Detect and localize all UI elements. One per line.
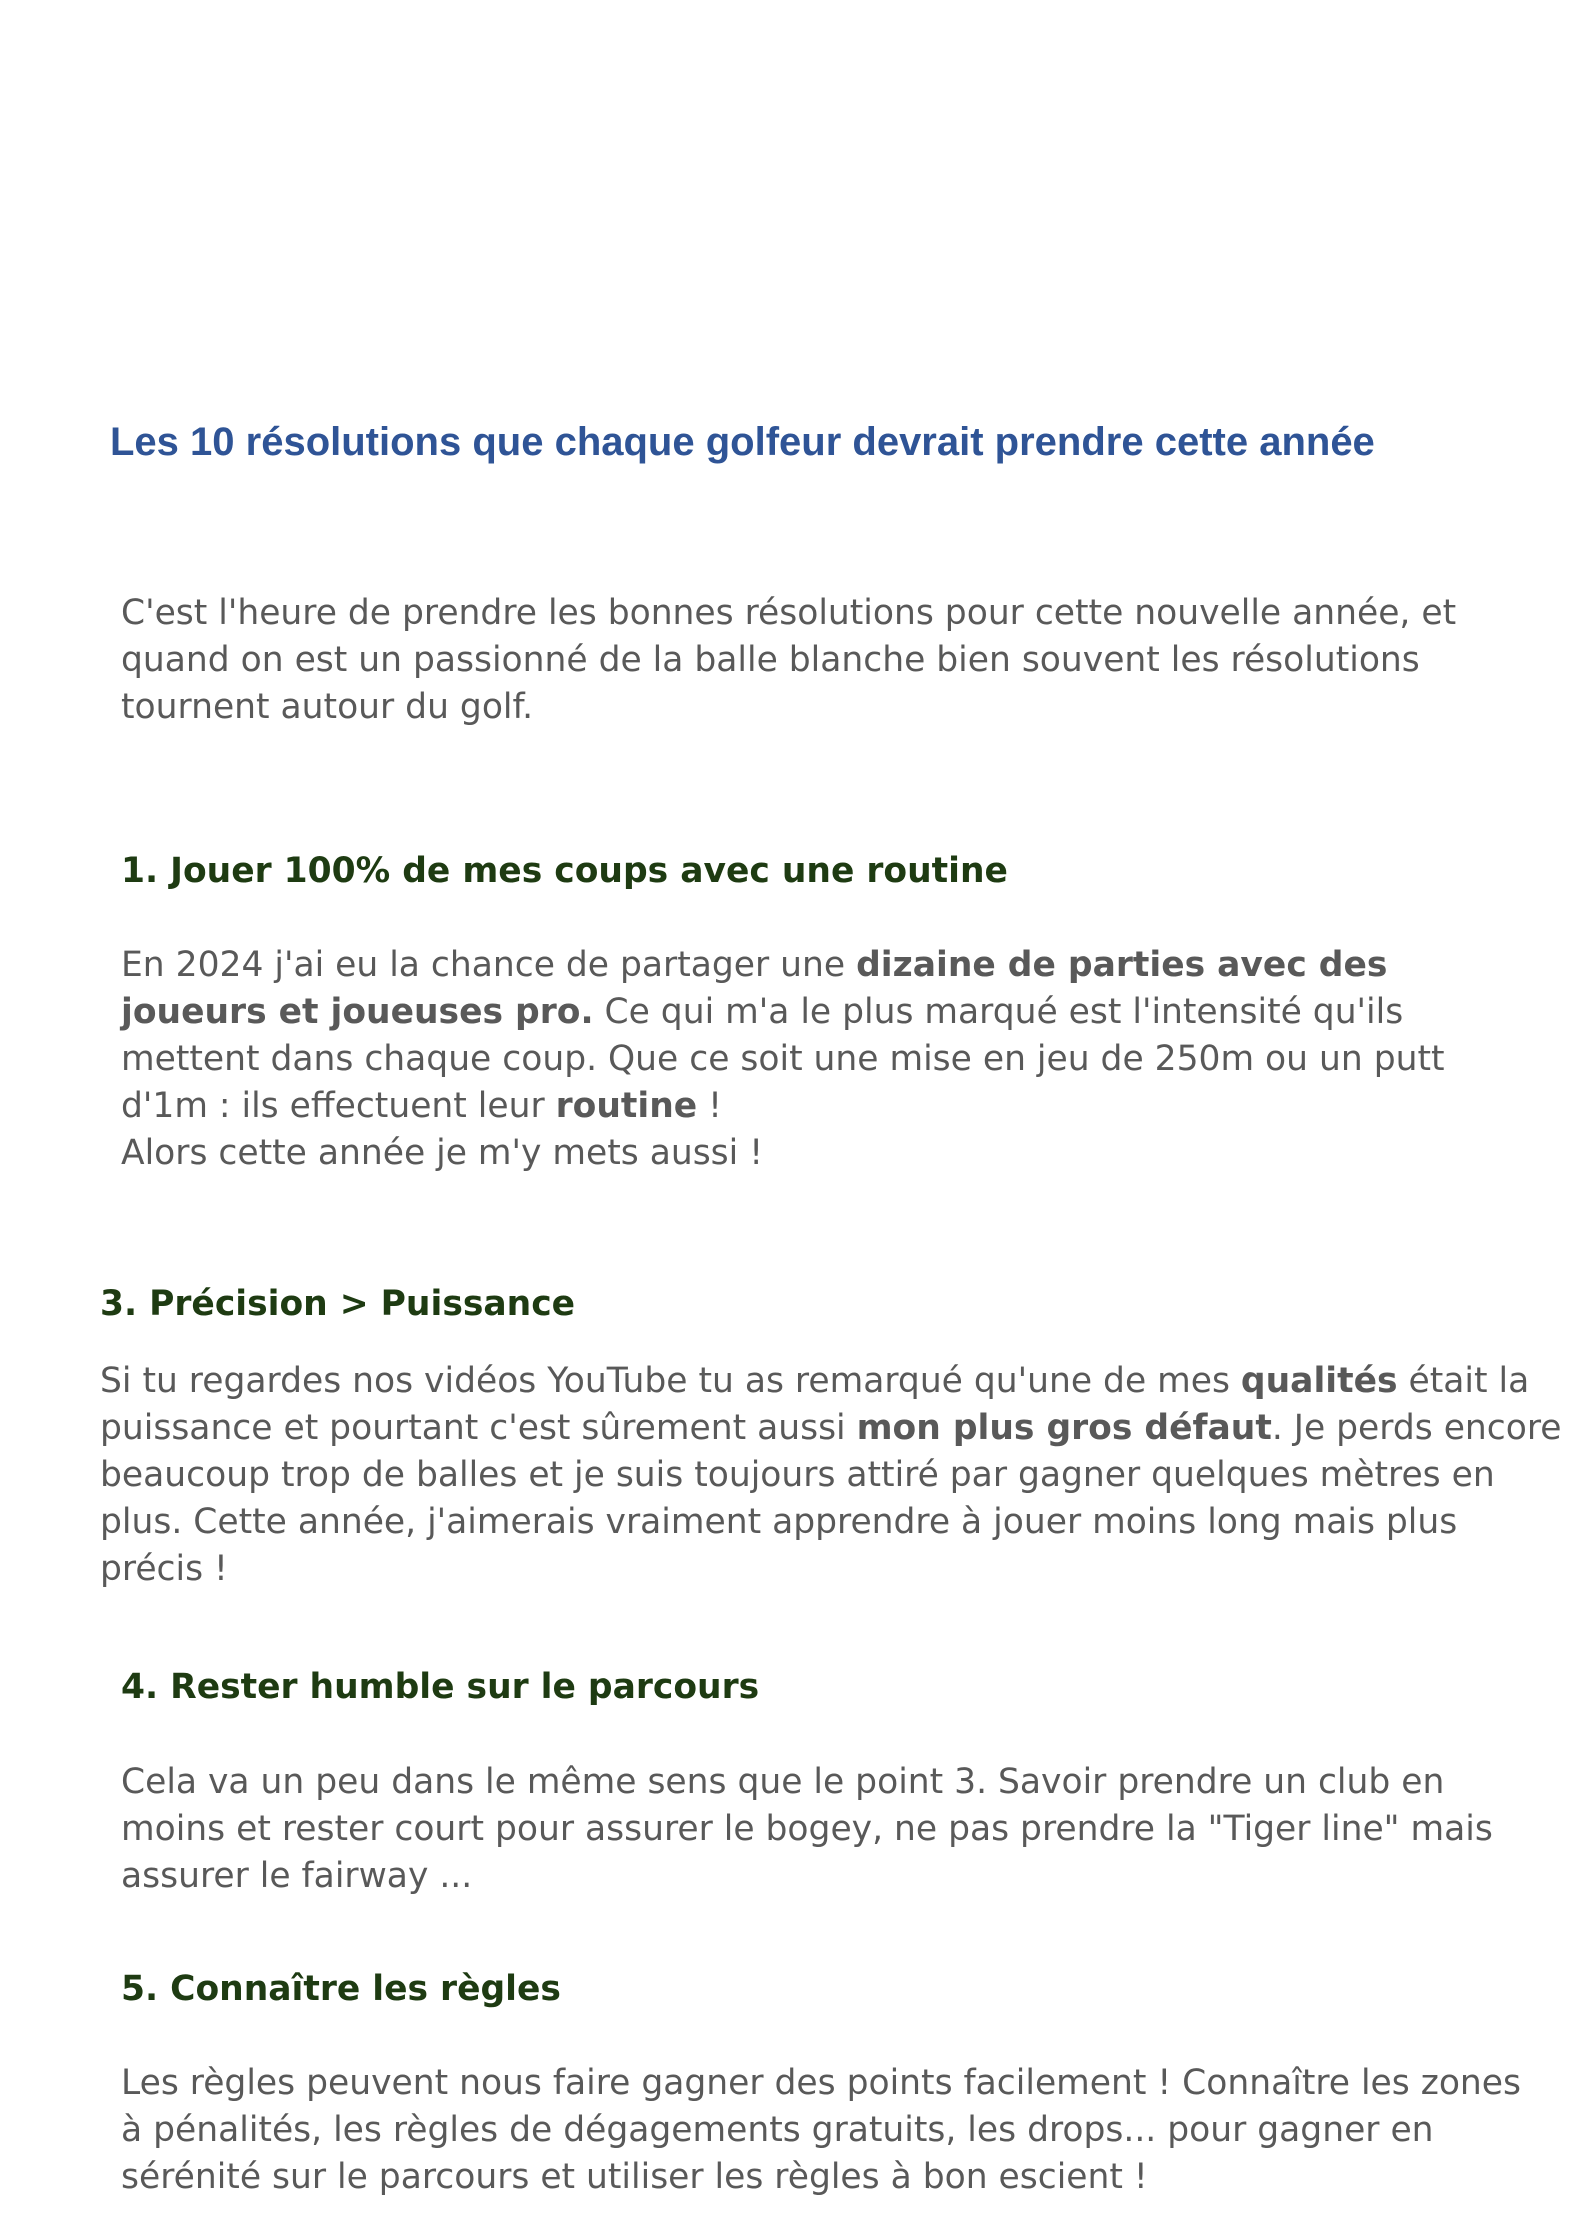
section-4-paragraph: Cela va un peu dans le même sens que le point 3. Savoir prendre un club en moins et rester court pour assurer le bogey, ne pas prendre la "Tiger line" mais assurer le fairway ... bbox=[121, 1762, 1493, 1896]
intro-line-3: tournent autour du golf. bbox=[121, 687, 534, 727]
section-1-paragraph bbox=[121, 942, 1541, 1177]
section-3-bold-2: mon plus gros défaut bbox=[856, 1408, 1272, 1448]
section-5-paragraph: Les règles peuvent nous faire gagner des points facilement ! Connaître les zones à pénalités, les règles de dégagements gratuits, les drops... pour gagner en sérénité sur le parcours et utiliser les règles à bon escient ! bbox=[121, 2063, 1521, 2197]
section-3-text-2: était la puissance et pourtant c'est sûrement aussi bbox=[100, 1361, 1530, 1448]
section-5-heading: 5. Connaître les règles bbox=[121, 1969, 561, 2009]
section-1-bold-2: routine bbox=[555, 1086, 698, 1126]
section-1-text-3: ! bbox=[697, 1086, 722, 1126]
section-3-text-1: Si tu regardes nos vidéos YouTube tu as remarqué qu'une de mes bbox=[100, 1361, 1241, 1401]
section-4-heading: 4. Rester humble sur le parcours bbox=[121, 1667, 760, 1707]
section-3-text-3: . Je perds encore beaucoup trop de balles et je suis toujours attiré par gagner quelques mètres en plus. Cette année, j'aimerais vraiment apprendre à jouer moins long mais plus précis ! bbox=[100, 1408, 1562, 1589]
document-title: Les 10 résolutions que chaque golfeur devrait prendre cette année bbox=[110, 420, 1375, 464]
section-3-bold-1: qualités bbox=[1240, 1361, 1398, 1401]
section-1-heading: 1. Jouer 100% de mes coups avec une routine bbox=[121, 851, 1008, 891]
section-1-text-2: Ce qui m'a le plus marqué est l'intensité qu'ils mettent dans chaque coup. Que ce soit une mise en jeu de 250m ou un putt d'1m : ils effectuent leur bbox=[121, 992, 1445, 1126]
section-3-paragraph bbox=[100, 1358, 1570, 1593]
section-1-bold-1: dizaine de parties avec des joueurs et joueuses pro. bbox=[121, 945, 1388, 1032]
intro-paragraph bbox=[121, 590, 1501, 731]
section-3-heading: 3. Précision > Puissance bbox=[100, 1284, 576, 1324]
intro-line-2: quand on est un passionné de la balle blanche bien souvent les résolutions bbox=[121, 640, 1420, 680]
section-1-text-1: En 2024 j'ai eu la chance de partager une bbox=[121, 945, 857, 985]
section-1-text-4: Alors cette année je m'y mets aussi ! bbox=[121, 1133, 764, 1173]
intro-line-1: C'est l'heure de prendre les bonnes résolutions pour cette nouvelle année, et bbox=[121, 593, 1457, 633]
